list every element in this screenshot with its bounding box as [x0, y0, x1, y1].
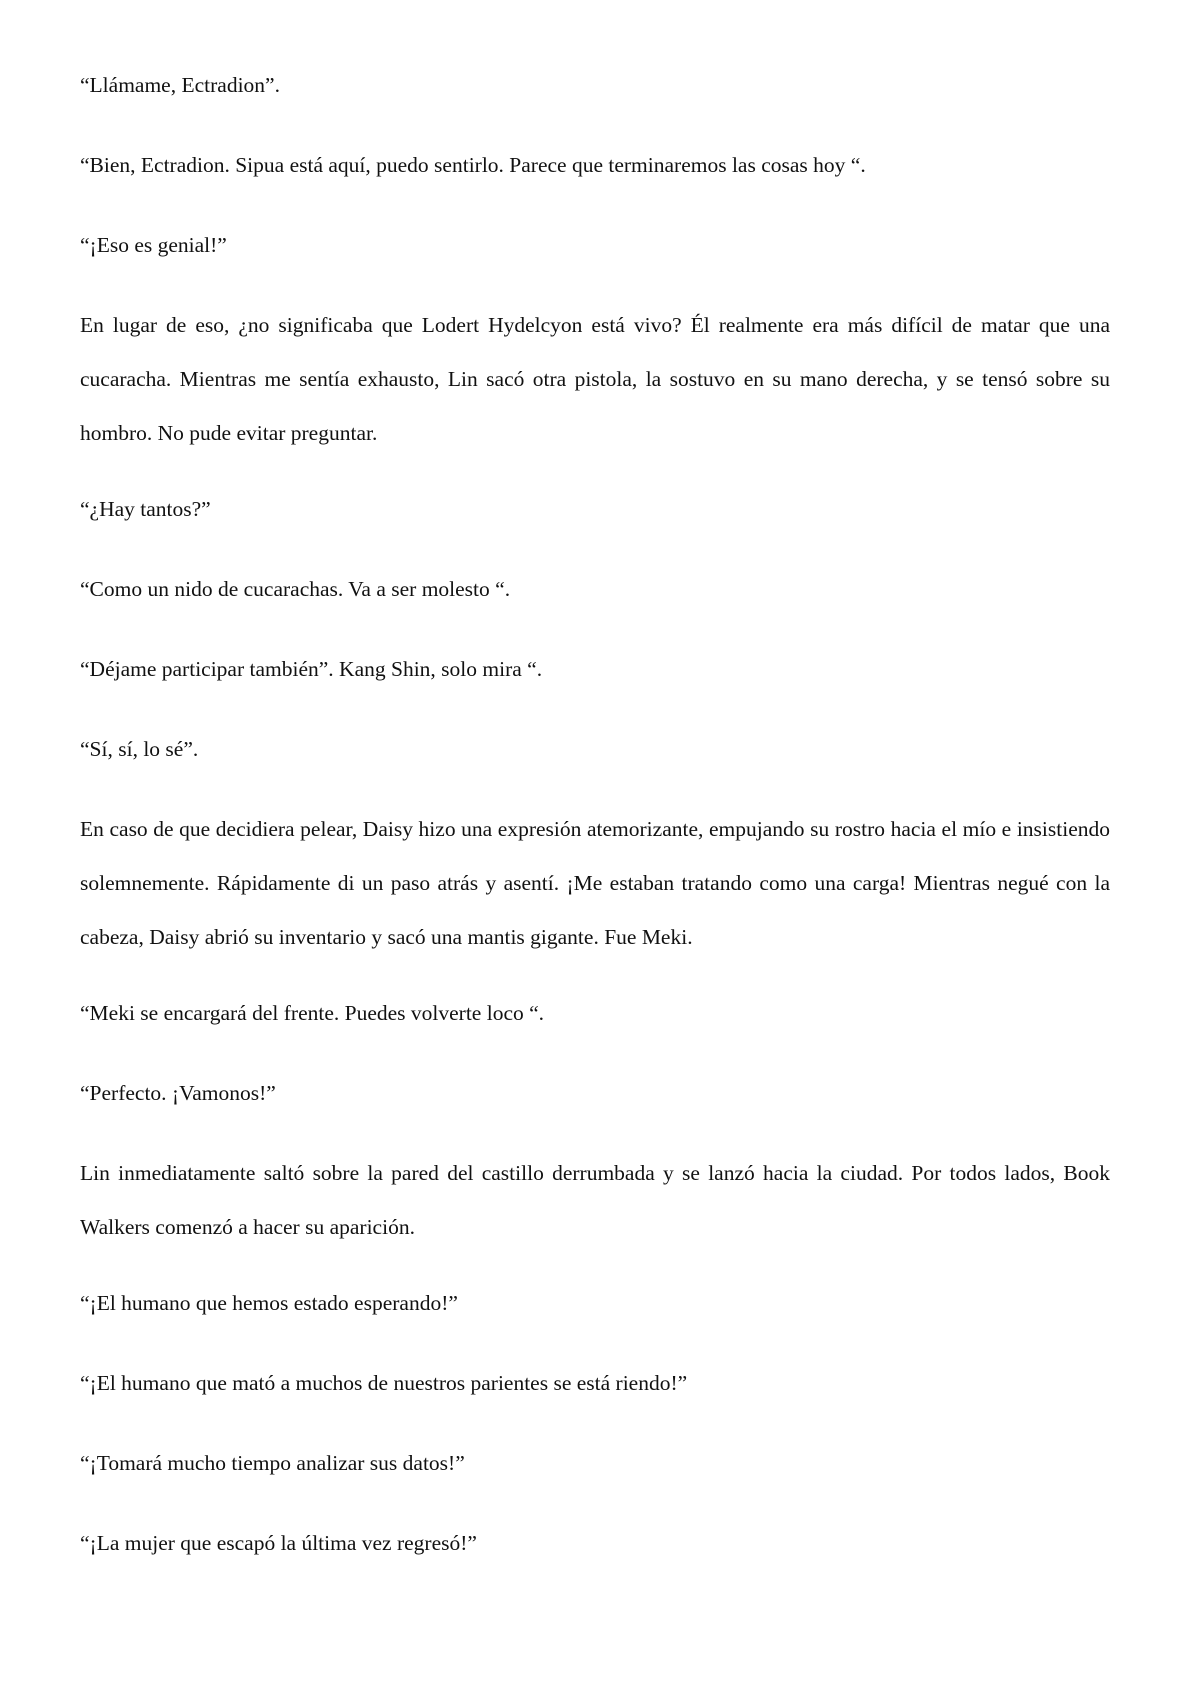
paragraph-3: “¡Eso es genial!”: [80, 233, 227, 257]
paragraph-4: En lugar de eso, ¿no significaba que Lodert Hydelcyon está vivo? Él realmente era más difícil de matar que una cucaracha. Mientras me sentía exhausto, Lin sacó otra pistola, la sostuvo en su mano derecha, y se tensó sobre su hombro. No pude evitar preguntar.: [80, 313, 1110, 445]
paragraph-1: “Llámame, Ectradion”.: [80, 73, 280, 97]
paragraph-13: “¡El humano que hemos estado esperando!”: [80, 1291, 458, 1315]
paragraph-16: “¡La mujer que escapó la última vez regresó!”: [80, 1531, 477, 1555]
paragraph-10: “Meki se encargará del frente. Puedes volverte loco “.: [80, 1001, 545, 1025]
paragraph-9: En caso de que decidiera pelear, Daisy hizo una expresión atemorizante, empujando su rostro hacia el mío e insistiendo solemnemente. Rápidamente di un paso atrás y asentí. ¡Me estaban tratando como una carga! Mientras negué con la cabeza, Daisy abrió su inventario y sacó una mantis gigante. Fue Meki.: [80, 817, 1110, 949]
paragraph-8: “Sí, sí, lo sé”.: [80, 737, 199, 761]
paragraph-15: “¡Tomará mucho tiempo analizar sus datos!”: [80, 1451, 465, 1475]
paragraph-14: “¡El humano que mató a muchos de nuestros parientes se está riendo!”: [80, 1371, 688, 1395]
paragraph-2: “Bien, Ectradion. Sipua está aquí, puedo sentirlo. Parece que terminaremos las cosas hoy “.: [80, 153, 866, 177]
paragraph-7: “Déjame participar también”. Kang Shin, solo mira “.: [80, 657, 543, 681]
paragraph-11: “Perfecto. ¡Vamonos!”: [80, 1081, 276, 1105]
paragraph-5: “¿Hay tantos?”: [80, 497, 211, 521]
text-column: [80, 58, 1110, 1596]
paragraph-12: Lin inmediatamente saltó sobre la pared del castillo derrumbada y se lanzó hacia la ciudad. Por todos lados, Book Walkers comenzó a hacer su aparición.: [80, 1161, 1110, 1239]
paragraph-6: “Como un nido de cucarachas. Va a ser molesto “.: [80, 577, 511, 601]
